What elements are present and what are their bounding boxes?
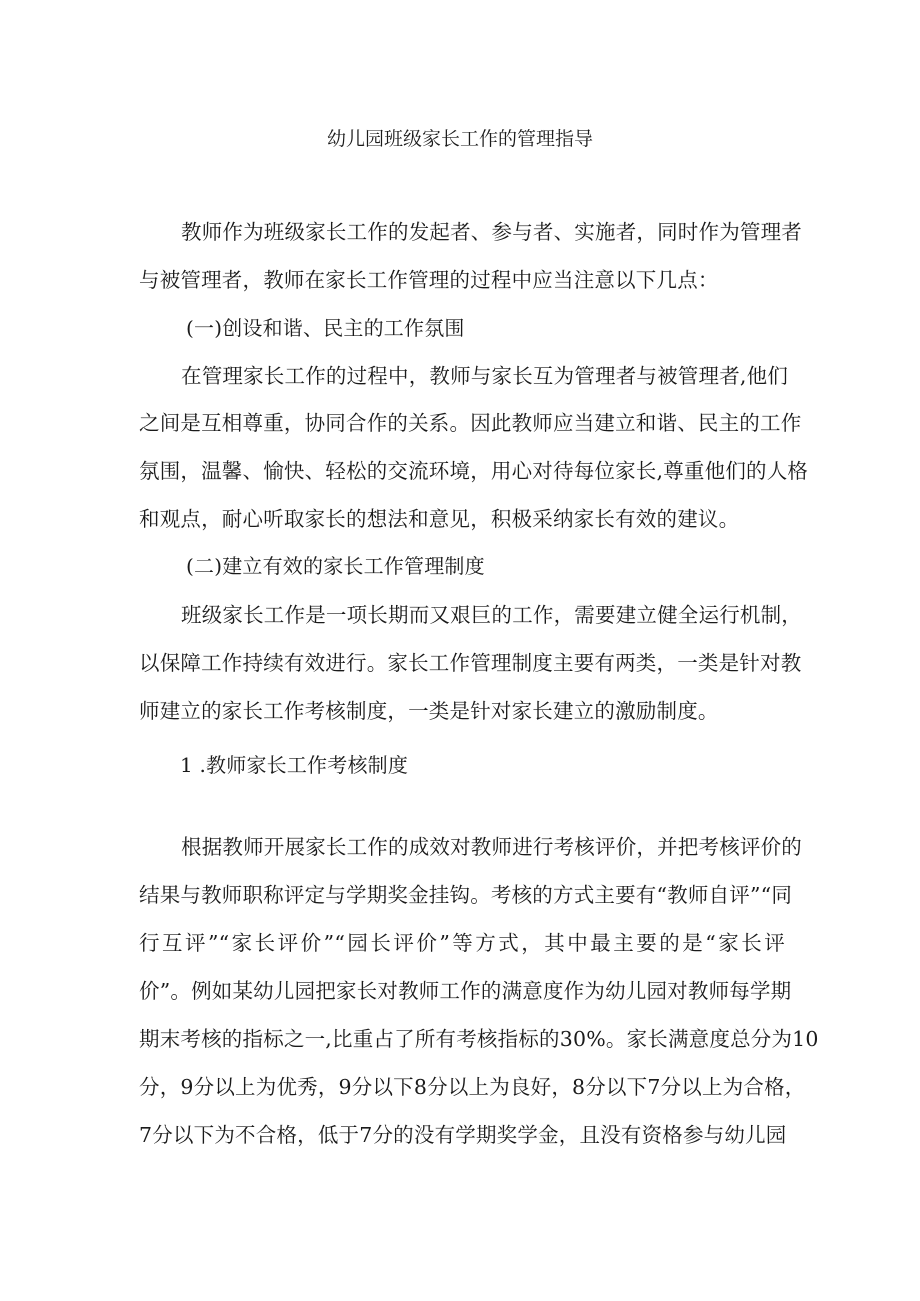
document-title: 幼儿园班级家长工作的管理指导	[326, 128, 593, 150]
para3-line-1: 班级家长工作是一项长期而又艰巨的工作，需要建立健全运行机制，	[181, 603, 802, 627]
para4-line-7: 7分以下为不合格，低于7分的没有学期奖学金，且没有资格参与幼儿园	[139, 1123, 787, 1147]
para4-line-4: 价”。例如某幼儿园把家长对教师工作的满意度作为幼儿园对教师每学期	[139, 979, 792, 1003]
para3-line-2: 以保障工作持续有效进行。家长工作管理制度主要有两类，一类是针对教	[139, 651, 802, 675]
para4-line-5: 期末考核的指标之一,比重占了所有考核指标的30%。家长满意度总分为10	[139, 1027, 819, 1051]
para2-line-2: 之间是互相尊重，协同合作的关系。因此教师应当建立和谐、民主的工作	[139, 411, 802, 435]
section-heading-3: 1 .教师家长工作考核制度	[180, 753, 409, 777]
para4-line-3: 行互评”“家长评价”“园长评价”等方式，其中最主要的是“家长评	[139, 931, 785, 955]
para4-line-2: 结果与教师职称评定与学期奖金挂钩。考核的方式主要有“教师自评”“同	[139, 883, 793, 907]
para2-line-4: 和观点，耐心听取家长的想法和意见，积极采纳家长有效的建议。	[139, 507, 740, 531]
section-heading-2: (二)建立有效的家长工作管理制度	[186, 554, 485, 578]
para1-line-2: 与被管理者，教师在家长工作管理的过程中应当注意以下几点：	[139, 268, 719, 292]
para4-line-6: 分，9分以上为优秀，9分以下8分以上为良好，8分以下7分以上为合格，	[139, 1075, 806, 1099]
para2-line-3: 氛围，温馨、愉快、轻松的交流环境，用心对待每位家长,尊重他们的人格	[139, 459, 809, 483]
para3-line-3: 师建立的家长工作考核制度，一类是针对家长建立的激励制度。	[139, 699, 719, 723]
para2-line-1: 在管理家长工作的过程中，教师与家长互为管理者与被管理者,他们	[181, 364, 789, 388]
section-heading-1: (一)创设和谐、民主的工作氛围	[186, 316, 465, 340]
para4-line-1: 根据教师开展家长工作的成效对教师进行考核评价，并把考核评价的	[181, 835, 802, 859]
para1-line-1: 教师作为班级家长工作的发起者、参与者、实施者，同时作为管理者	[181, 220, 802, 244]
